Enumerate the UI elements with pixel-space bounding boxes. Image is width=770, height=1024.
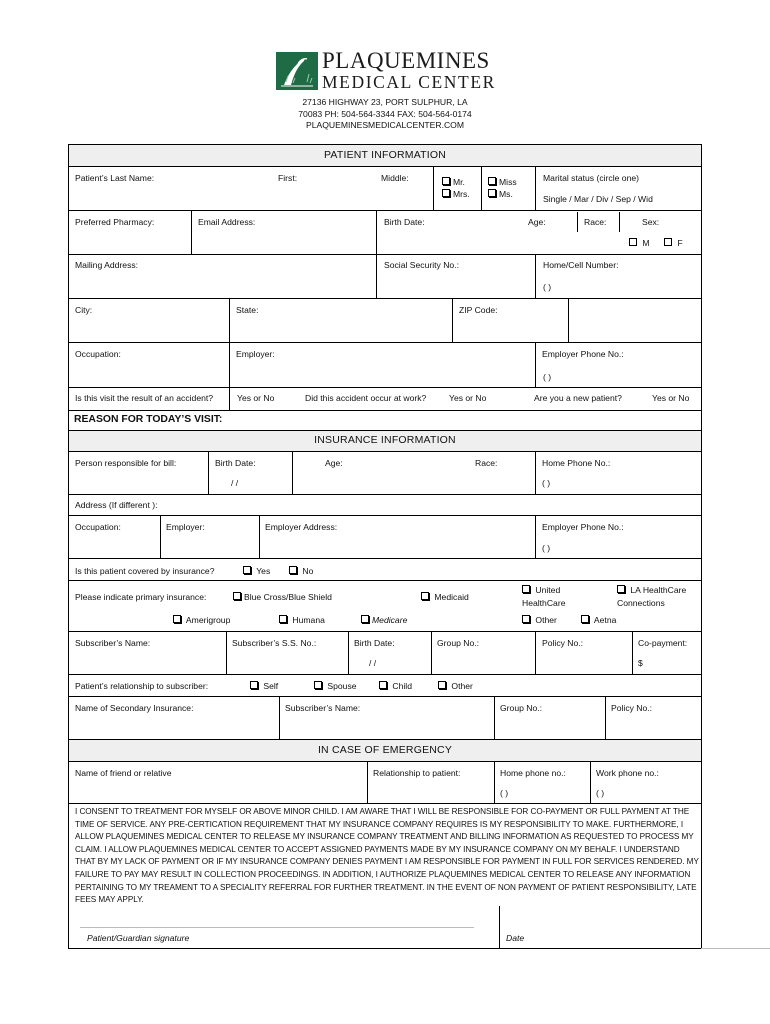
pharmacy-label: Preferred Pharmacy: [75,217,155,227]
emergency-relationship-label: Relationship to patient: [373,768,461,778]
ins-employer-phone-label: Employer Phone No.: [542,522,624,532]
city-label: City: [75,305,93,315]
checkbox-icon [250,681,258,689]
other-relationship-option[interactable]: Other [438,681,473,692]
subscriber-birth-date-label: Birth Date: [354,638,395,648]
first-name-label: First: [278,173,298,183]
checkbox-icon [421,592,429,600]
secondary-group-label: Group No.: [500,703,543,713]
covered-question: Is this patient covered by insurance? [75,566,215,576]
checkbox-icon [629,238,637,246]
spouse-option[interactable]: Spouse [314,681,357,692]
age-label: Age: [528,217,546,227]
ins-birth-date-slashes[interactable]: / / [231,478,239,488]
checkbox-icon [488,177,496,185]
new-patient-yes-no[interactable]: Yes or No [652,393,690,403]
checkbox-icon [664,238,672,246]
patient-section-title: PATIENT INFORMATION [323,149,447,161]
checkbox-icon [379,681,387,689]
sex-m-option[interactable]: M [629,238,650,249]
group-no-label: Group No.: [437,638,480,648]
frame-bottom [68,948,702,949]
signature-label: Patient/Guardian signature [87,933,190,943]
checkbox-icon [522,615,530,623]
la-healthcare-option-line2: Connections [617,598,665,608]
title-ms[interactable]: Ms. [488,189,513,200]
birth-date-label: Birth Date: [384,217,425,227]
self-option[interactable]: Self [250,681,278,692]
united-option-line2: HealthCare [522,598,566,608]
home-cell-paren[interactable]: ( ) [543,282,552,292]
marital-options[interactable]: Single / Mar / Div / Sep / Wid [543,194,653,204]
ins-address-label: Address (If different ): [75,500,158,510]
title-mr[interactable]: Mr. [442,177,465,188]
checkbox-icon [314,681,322,689]
logo-title: PLAQUEMINES [322,48,490,73]
sex-label: Sex: [642,217,660,227]
section-header-emergency [69,739,701,762]
checkbox-icon [442,177,450,185]
medicare-option[interactable]: Medicare [361,615,407,626]
emergency-work-phone-label: Work phone no.: [596,768,659,778]
ins-birth-date-label: Birth Date: [215,458,256,468]
employer-phone-paren[interactable]: ( ) [543,372,552,382]
emergency-home-phone-label: Home phone no.: [500,768,566,778]
aetna-option[interactable]: Aetna [581,615,616,626]
sex-f-option[interactable]: F [664,238,683,249]
checkbox-icon [289,566,297,574]
insurance-section-title: INSURANCE INFORMATION [314,434,456,446]
other-insurance-option[interactable]: Other [522,615,557,626]
section-header-insurance [69,430,701,452]
work-question: Did this accident occur at work? [305,393,427,403]
marital-label: Marital status (circle one) [543,173,639,183]
ssn-label: Social Security No.: [384,260,459,270]
la-healthcare-option[interactable]: LA HealthCare [617,585,686,596]
medicaid-option[interactable]: Medicaid [421,592,469,603]
section-header-patient [69,144,701,167]
employer-label: Employer: [236,349,275,359]
middle-name-label: Middle: [381,173,409,183]
mailing-address-label: Mailing Address: [75,260,139,270]
policy-no-label: Policy No.: [542,638,584,648]
secondary-policy-label: Policy No.: [611,703,653,713]
frame-left [68,144,69,949]
checkbox-icon [581,615,589,623]
humana-option[interactable]: Humana [279,615,325,626]
bcbs-option[interactable]: Blue Cross/Blue Shield [233,592,332,603]
zip-label: ZIP Code: [459,305,498,315]
copay-dollar[interactable]: $ [638,658,643,668]
subscriber-birth-date-slashes[interactable]: / / [369,658,377,668]
checkbox-icon [361,615,369,623]
united-option[interactable]: United [522,585,560,596]
ins-employer-label: Employer: [166,522,205,532]
reason-for-visit-label: REASON FOR TODAY’S VISIT: [74,414,223,425]
website: PLAQUEMINESMEDICALCENTER.COM [305,120,465,130]
relationship-label: Patient’s relationship to subscriber: [75,681,209,691]
new-patient-question: Are you a new patient? [534,393,622,403]
subscriber-ssn-label: Subscriber’s S.S. No.: [232,638,317,648]
subscriber-name-label: Subscriber’s Name: [75,638,151,648]
secondary-insurance-label: Name of Secondary Insurance: [75,703,194,713]
covered-no[interactable]: No [289,566,313,577]
ins-race-label: Race: [475,458,498,468]
checkbox-icon [233,592,241,600]
logo [276,52,318,90]
heron-logo-icon [276,52,318,90]
primary-insurance-label: Please indicate primary insurance: [75,592,207,602]
employer-phone-label: Employer Phone No.: [542,349,624,359]
checkbox-icon [442,189,450,197]
occupation-label: Occupation: [75,349,121,359]
emergency-work-phone-paren[interactable]: ( ) [596,788,605,798]
checkbox-icon [173,615,181,623]
checkbox-icon [438,681,446,689]
ins-age-label: Age: [325,458,343,468]
address-line-2: 70083 PH: 504-564-3344 FAX: 504-564-0174 [298,108,472,119]
race-label: Race: [584,217,607,227]
home-cell-label: Home/Cell Number: [543,260,619,270]
emergency-section-title: IN CASE OF EMERGENCY [317,744,453,756]
child-option[interactable]: Child [379,681,412,692]
responsible-label: Person responsible for bill: [75,458,177,468]
email-label: Email Address: [198,217,256,227]
checkbox-icon [279,615,287,623]
copay-label: Co-payment: [638,638,688,648]
title-miss[interactable]: Miss [488,177,517,188]
title-mrs[interactable]: Mrs. [442,189,470,200]
logo-subtitle: MEDICAL CENTER [322,72,496,92]
date-label: Date [506,933,525,943]
consent-text: I CONSENT TO TREATMENT FOR MYSELF OR ABOVE MINOR CHILD. I AM AWARE THAT I WILL BE RESPONSIBLE FOR CO-PAYMENT OR FULL PAYMENT AT THE TIME OF SERVICE. ANY PRE-CERTICATION REQUIREMENT THAT MY INSURANCE COMPANY REQUIRES IS MY RESPONSIBILITY TO MAKE. FURTHERMORE, I ALLOW PLAQUEMINES MEDICAL CENTER TO RELEASE MY INSURANCE COMPANY TREATMENT AND BILLING INFORMATION AS REQUESTED TO PROCESS MY CLAIM. I ALLOW PLAQUEMINES MEDICAL CENTER TO ACCEPT ASSIGNED PAYMENTS MADE BY MY INSURANCE COMPANY ON MY BEHALF. I UNDERSTAND THAT BY MY LACK OF PAYMENT OR IF MY INSURANCE COMPANY DENIES PAYMENT I AM RESPONSIBLE FOR PAYMENT IN FULL FOR SERVICES RENDERED. MY FAILURE TO PAY MAY RESULT IN COLLECTION PROCEEDINGS. IN ADDITION, I AUTHORIZE PLAQUEMINES MEDICAL CENTER TO RELEASE ANY INFORMATION PERTAINING TO MY TREAMENT TO A SPECIALITY REFERRAL FOR FURTHER TREATMENT. IN THE EVENT OF NON PAYMENT OF PATIENT RESPONSIBILITY, LATE FEES MAY APPLY. [75,807,699,905]
ins-home-phone-paren[interactable]: ( ) [542,478,551,488]
accident-yes-no[interactable]: Yes or No [237,393,275,403]
emergency-home-phone-paren[interactable]: ( ) [500,788,509,798]
ins-employer-phone-paren[interactable]: ( ) [542,543,551,553]
last-name-label: Patient’s Last Name: [75,173,155,183]
ins-employer-address-label: Employer Address: [265,522,338,532]
ins-occupation-label: Occupation: [75,522,121,532]
amerigroup-option[interactable]: Amerigroup [173,615,230,626]
address-line-1: 27136 HIGHWAY 23, PORT SULPHUR, LA [302,97,468,107]
state-label: State: [236,305,259,315]
checkbox-icon [617,585,625,593]
work-yes-no[interactable]: Yes or No [449,393,487,403]
secondary-subscriber-label: Subscriber’s Name: [285,703,361,713]
frame-right [701,144,702,949]
checkbox-icon [522,585,530,593]
accident-question: Is this visit the result of an accident? [75,393,214,403]
covered-yes[interactable]: Yes [243,566,270,577]
friend-relative-label: Name of friend or relative [75,768,172,778]
ins-home-phone-label: Home Phone No.: [542,458,611,468]
checkbox-icon [488,189,496,197]
checkbox-icon [243,566,251,574]
